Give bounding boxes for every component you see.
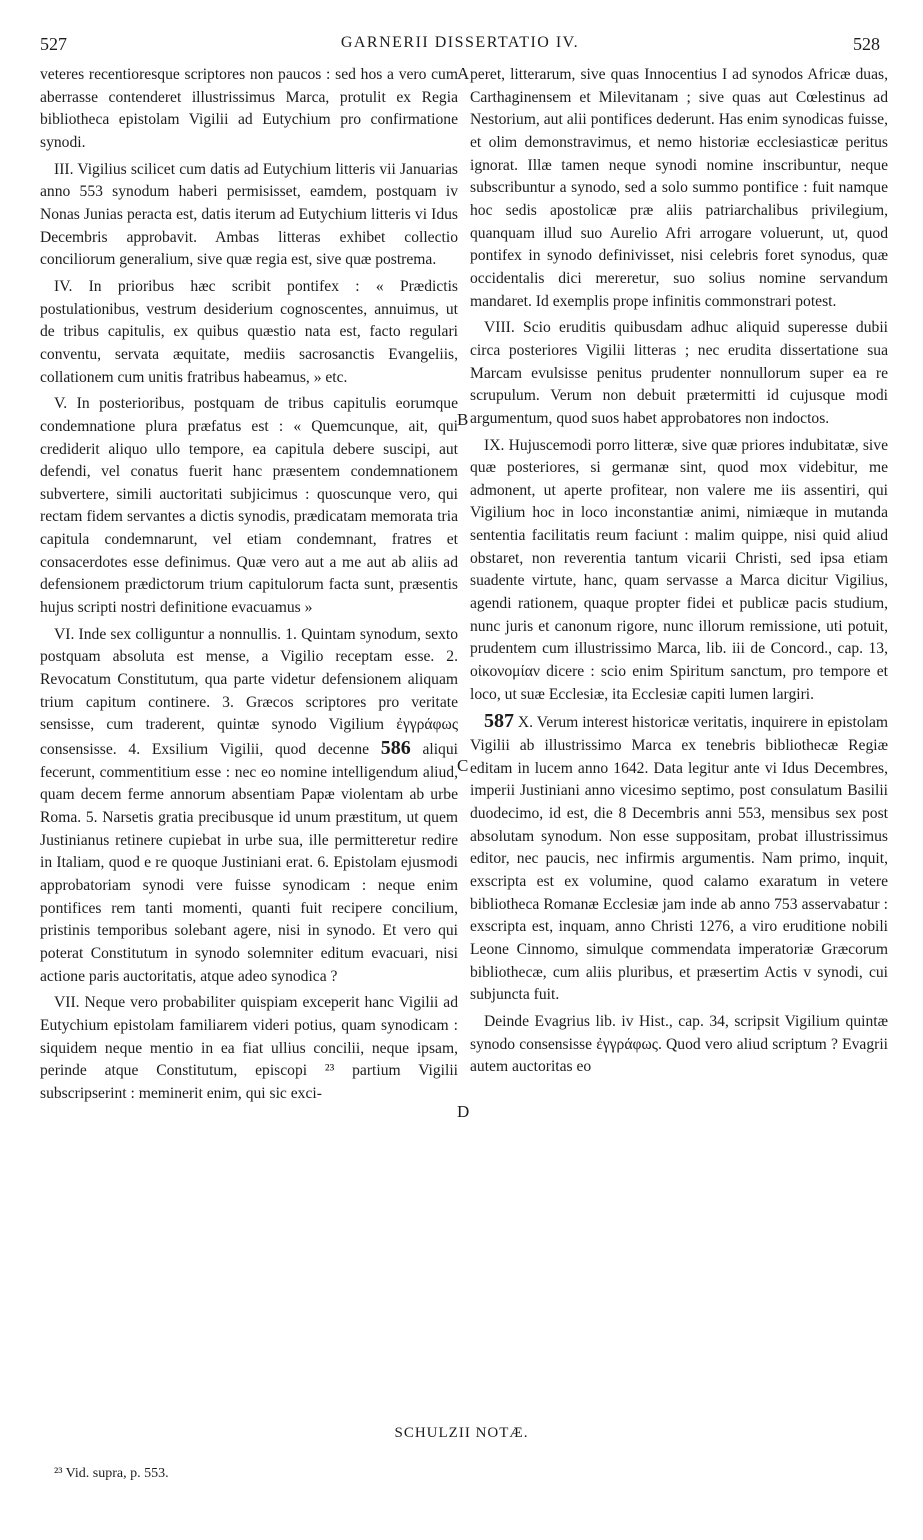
left-page-number: 527 — [40, 34, 67, 54]
section-number: V. — [54, 395, 68, 413]
paragraph-ix: IX. Hujuscemodi porro litteræ, sive quæ priores indubitatæ, sive quæ posteriores, si germanæ sint, quod mox videbitur, me admonent, ut aperte profitear, non valere me iis assentiri, qui Vigilium hoc in loco inconstantiæ animi, nimiæque in mutanda sententia facilitatis reum faciunt : malim quippe, nisi quid aliud obstaret, non reverentia tantum vicarii Christi, sed ipsa etiam suadente virtute, hanc, quam servasse a Marca dicitur Vigilius, agendi rationem, quaque propter fidei et publicæ pacis studium, nunc juris et canonum rigore, nunc illorum remissione, uti potuit, prudentem cum illustrissimo Marca, lib. iii de Concord., cap. 13, οἰκονομίαν dicere : scio enim Spiritum sanctum, pro tempore et loco, ut suæ Ecclesiæ, ita Ecclesiæ capiti lumen largiri. — [470, 436, 888, 703]
paragraph-v: V. In posterioribus, postquam de tribus capitulis eorumque condemnatione plura præfatus est : « Quemcunque, ait, qui crediderit aliquo ullo tempore, ea capitula debere suscipi, aut defendi, vel conatus fuerit hanc præsentem condemnationem subvertere, simili auctoritati subjicimus : quoscunque vero, qui rectam fidem servantes a dictis synodis, prædicatam memorata tria capitula condemnarunt, vel etiam condemnant, fratres et consacerdotes esse definimus. Quæ vero aut a me aut ab aliis ad defensionem prædictorum trium capitulorum facta sunt, præsentis hujus scripti nostri definitione evacuamus » — [40, 395, 458, 617]
paragraph-iv: IV. In prioribus hæc scribit pontifex : « Prædictis postulationibus, vestrum desiderium cognoscentes, annuimus, ut de tribus capitulis, ex quibus quæstio nata est, facto regulari conventu, servata æquitate, mediis sacrosanctis Evangeliis, collationem cum unitis fratribus habeamus, » etc. — [40, 277, 458, 386]
running-header — [40, 34, 880, 58]
paragraph: veteres recentioresque scriptores non paucos : sed hos a vero cum aberrasse contenderet illustrissimus Marca, protulit ex Regia bibliotheca epistolam Vigilii ad Eutychium pro confirmatione synodi. — [40, 66, 458, 151]
running-title: GARNERII DISSERTATIO IV. — [340, 34, 580, 51]
section-number: VIII. — [484, 319, 515, 337]
section-number: X. — [517, 714, 534, 732]
page-marker: 586 — [380, 737, 411, 760]
section-number: IV. — [54, 277, 73, 295]
paragraph-x: 587 X. Verum interest historicæ veritatis, inquirere in epistolam Vigilii ab illustrissimo Marca ex tenebris bibliothecæ Regiæ editam in lucem anno 1642. Data legitur ante vi Idus Decembres, imperii Justiniani anno vicesimo septimo, post consulatum Basilii duodecimo, id est, die 8 Decembris anni 553, mensibus sex post absolutam synodum. Non esse suppositam, probat illustrissimus editor, nec paucis, nec infirmis argumentis. Nam primo, inquit, exscripta est ex volumine, quod calamo exaratum in vetere bibliotheca Romanæ Ecclesiæ jam inde ab anno 753 asservabatur : exscripta est, inquam, anno Christi 1276, a viro eruditione nobili Leone Cinnomo, simulque commendata imperatoriæ Græcorum bibliothecæ, cum aliis pluribus, et præsertim Actis v synodi, cui subjuncta fuit. — [470, 710, 889, 1004]
paragraph: Deinde Evagrius lib. iv Hist., cap. 34, scripsit Vigilium quintæ synodo consensisse ἐγγράφως. Quod vero aliud scriptum ? Evagrii autem auctoritas eo — [470, 1012, 888, 1076]
footnote: ²³ Vid. supra, p. 553. — [54, 1466, 169, 1481]
paragraph: peret, litterarum, sive quas Innocentius I ad synodos Africæ duas, Carthaginensem et Milevitanam ; sive quas aut Cœlestinus ad Nestorium, aut alii pontifices dederunt. Has enim synodicas fuisse, et olim demonstravimus, et nemo historiæ ecclesiasticæ peritus ignorat. Illæ tamen neque synodi nomine inscribuntur, neque subscribuntur a synodo, sed a solo summo pontifice : fuit namque hoc sedis apostolicæ præ aliis patriarchalibus privilegium, quanquam illud suo Aurelio Afri arrogare voluerunt, ut, quod pontifex in synodo definivisset, nisi celebris foret synodus, quæ occidentalis dici mereretur, suo solius nomine servandum mandaret. Id exemplis prope infinitis commonstrari potest. — [470, 66, 888, 310]
paragraph-iii: III. Vigilius scilicet cum datis ad Eutychium litteris vii Januarias anno 553 synodum haberi permisisset, eamdem, postquam iv Nonas Junias peracta est, datis iterum ad Eutychium litteris vi Idus Decembris approbavit. Ambas litteras exhibet collectio conciliorum generalium, sive quæ regia est, sive quæ postrema. — [40, 160, 458, 269]
right-column — [470, 64, 888, 1083]
right-page-number: 528 — [853, 34, 880, 54]
margin-letter-c: C — [457, 756, 469, 775]
margin-letter-d: D — [457, 1102, 470, 1121]
section-number: III. — [54, 160, 74, 178]
paragraph-vi: VI. Inde sex colliguntur a nonnullis. 1. Quintam synodum, sexto postquam absoluta est mense, a Vigilio receptam esse. 2. Revocatum Constitutum, qua parte videtur defensionem aliquam trium capitum continere. 3. Græcos scriptores pro veritate sensisse, cum traderent, quintæ synodo Vigilium ἐγγράφως consensisse. 4. Exsilium Vigilii, quod decenne 586 aliqui fecerunt, commentitium esse : nec eo nomine intelligendum aliud, quam decem ferme annorum absentiam Papæ violentam ab urbe Roma. 5. Narsetis gratia precibusque id unum præstitum, ut quem Justinianus retinere cupiebat in urbe sua, ille permitteretur redire in Italiam, quod e re quoque Justiniani erat. 6. Epistolam ejusmodi approbatoriam synodi vere fuisse synodicam : neque enim pontifices rem tanti momenti, quanti fuit recipere concilium, pristinis temporibus solebant agere, nisi in synodo. Et vero qui poterat Constitutum in synodo solemniter editum evacuari, nisi actione paris auctoritatis, atque adeo synodica ? — [40, 625, 458, 985]
notes-title: SCHULZII NOTÆ. — [394, 1425, 529, 1441]
section-number: VI. — [54, 625, 75, 643]
section-number: VII. — [54, 994, 80, 1012]
paragraph-vii: VII. Neque vero probabiliter quispiam exceperit hanc Vigilii ad Eutychium epistolam familiarem videri potius, quam synodicam : siquidem neque mentio in ea fiat ullius concilii, neque ipsam, perinde atque Constitutum, episcopi ²³ partium Vigilii subscripserint : meminerit enim, qui sic exci- — [40, 994, 458, 1102]
margin-letter-a: A — [457, 64, 470, 83]
left-column — [40, 64, 458, 1110]
section-number: IX. — [484, 436, 505, 454]
margin-letter-b: B — [457, 410, 469, 429]
page-marker: 587 — [484, 710, 514, 733]
paragraph-viii: VIII. Scio eruditis quibusdam adhuc aliquid superesse dubii circa posteriores Vigilii litteras ; nec erudita dissertatione sua Marcam evulsisse penitus prudenter nonnullorum super ea re scrupulum. Verum non debuit prætermitti id cujusque modi argumentum, quod suos habet approbatores non indoctos. — [470, 319, 888, 427]
